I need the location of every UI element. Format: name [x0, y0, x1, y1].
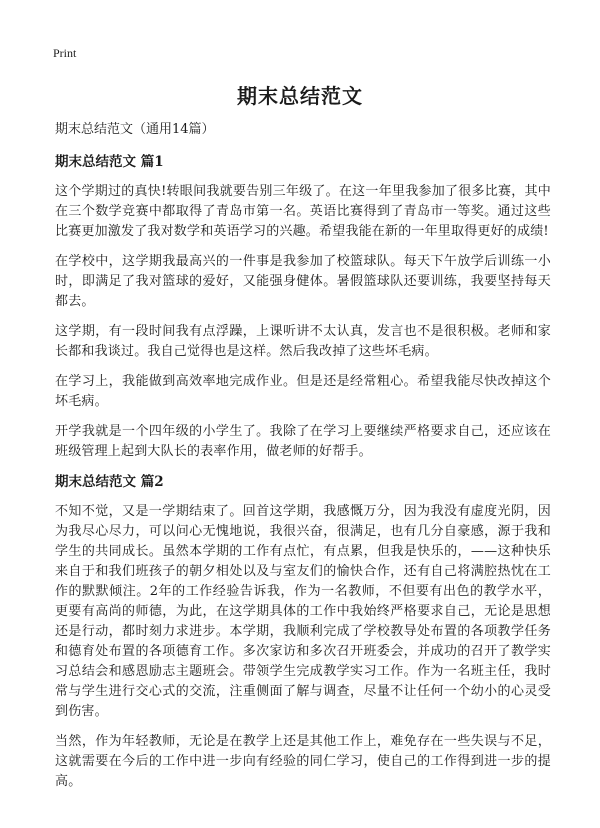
paragraph: 当然，作为年轻教师，无论是在教学上还是其他工作上，难免存在一些失误与不足，这就需要在今后的工作中进一步向有经验的同仁学习，使自己的工作得到进一步的提高。 — [55, 734, 551, 789]
paragraph: 不知不觉，又是一学期结束了。回首这学期，我感慨万分，因为我没有虚度光阴，因为我尽心尽力，可以问心无愧地说，我很兴奋，很满足，也有几分自豪感，源于我和学生的共同成长。虽然本学期的工作有点忙，有点累，但我是快乐的，——这种快乐来自于和我们班孩子的朝夕相处以及与室友们的愉快合作，还有自己将满腔热忱在工作的默默倾注。2年的工作经验告诉我，作为一名教师，不但要有出色的教学水平，更要有高尚的师德，为此，在这学期具体的工作中我始终严格要求自己，无论是思想还是行动，都时刻力求进步。本学期，我顺利完成了学校教导处布置的各项教学任务和德育处布置的各项德育工作。多次家访和多次召开班委会，并成功的召开了教学实习总结会和感恩励志主题班会。带领学生完成教学实习工作。作为一名班主任，我时常与学生进行交心式的交流，注重侧面了解与调查，尽量不让任何一个幼小的心灵受到伤害。 — [55, 504, 551, 719]
section-1 — [55, 152, 551, 462]
print-link[interactable]: Print — [53, 46, 77, 60]
document-body — [55, 120, 551, 802]
section-heading: 期末总结范文 篇1 — [55, 154, 164, 170]
paragraph: 这个学期过的真快!转眼间我就要告别三年级了。在这一年里我参加了很多比赛，其中在三个数学竞赛中都取得了青岛市第一名。英语比赛得到了青岛市一等奖。通过这些比赛更加激发了我对数学和英语学习的兴趣。希望我能在新的一年里取得更好的成绩! — [55, 184, 551, 239]
paragraph: 在学习上，我能做到高效率地完成作业。但是还是经常粗心。希望我能尽快改掉这个坏毛病。 — [55, 374, 551, 409]
paragraph: 这学期，有一段时间我有点浮躁，上课听讲不太认真，发言也不是很积极。老师和家长都和我谈过。我自己觉得也是这样。然后我改掉了这些坏毛病。 — [55, 324, 551, 359]
section-heading: 期末总结范文 篇2 — [55, 474, 164, 490]
page-title: 期末总结范文 — [237, 84, 363, 108]
paragraph: 开学我就是一个四年级的小学生了。我除了在学习上要继续严格要求自己，还应该在班级管理上起到大队长的表率作用，做老师的好帮手。 — [55, 424, 551, 459]
paragraph: 在学校中，这学期我最高兴的一件事是我参加了校篮球队。每天下午放学后训练一小时，即满足了我对篮球的爱好，又能强身健体。暑假篮球队还要训练，我要坚持每天都去。 — [55, 254, 551, 309]
document-subtitle: 期末总结范文（通用14篇） — [55, 122, 215, 137]
section-2 — [55, 472, 551, 792]
